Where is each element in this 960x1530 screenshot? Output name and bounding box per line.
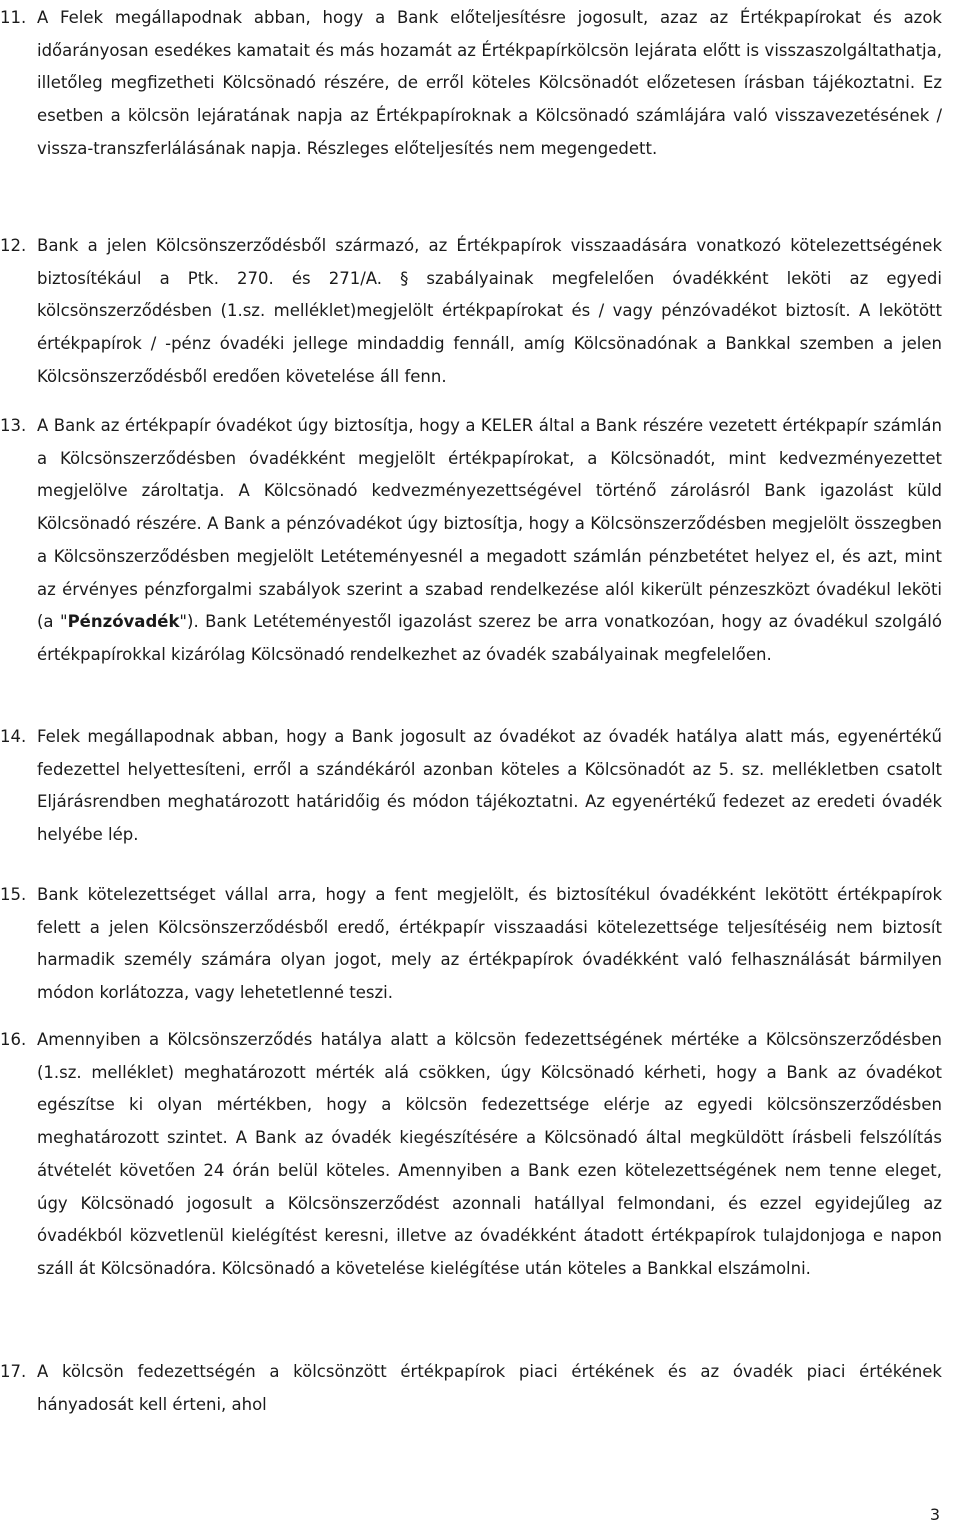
paragraph-number: 11. bbox=[0, 8, 27, 27]
paragraph-text-part: "). Bank Letéteményestől igazolást szerez be arra vonatkozóan, hogy az óvadékul szolgáló értékpapírokkal kizárólag Kölcsönadó rendelkezhet az óvadék szabályainak megfelelően. bbox=[37, 612, 942, 664]
paragraph-number: 16. bbox=[0, 1030, 27, 1049]
paragraph-number: 12. bbox=[0, 236, 27, 255]
paragraph-number: 17. bbox=[0, 1362, 27, 1381]
bold-term: Pénzóvadék bbox=[67, 612, 180, 632]
paragraph-17 bbox=[0, 1356, 942, 1421]
paragraph-11 bbox=[0, 2, 942, 166]
paragraph-text bbox=[37, 410, 942, 672]
paragraph-number: 14. bbox=[0, 727, 27, 746]
page-number: 3 bbox=[929, 1505, 940, 1524]
paragraph-number: 15. bbox=[0, 885, 27, 904]
paragraph-12 bbox=[0, 230, 942, 394]
paragraph-15 bbox=[0, 879, 942, 1010]
paragraph-text-part: A Bank az értékpapír óvadékot úgy biztosítja, hogy a KELER által a Bank részére vezetett értékpapír számlán a Kölcsönszerződésben óvadékként megjelölt értékpapírokat, a Kölcsönadót, mint kedvezményezettet megjelölve zároltatja. A Kölcsönadó kedvezményezettségével történő zárolásról Bank igazolást küld Kölcsönadó részére. A Bank a pénzóvadékot úgy biztosítja, hogy a Kölcsönszerződésben megjelölt összegben a Kölcsönszerződésben megjelölt Letéteményesnél a megadott számlán pénzbetétet helyez el, és azt, mint az érvényes pénzforgalmi szabályok szerint a szabad rendelkezése alól kikerült pénzeszközt óvadékul leköti (a " bbox=[37, 416, 942, 632]
paragraph-text: Bank kötelezettséget vállal arra, hogy a fent megjelölt, és biztosítékul óvadékként lekötött értékpapírok felett a jelen Kölcsönszerződésből eredő, értékpapír visszaadási kötelezettsége teljesítéséig nem biztosít harmadik személy számára olyan jogot, mely az értékpapírok óvadékként való felhasználását bármilyen módon korlátozza, vagy lehetetlenné teszi. bbox=[37, 885, 942, 1003]
paragraph-text: A kölcsön fedezettségén a kölcsönzött értékpapírok piaci értékének és az óvadék piaci értékének hányadosát kell érteni, ahol bbox=[37, 1362, 942, 1414]
paragraph-text: A Felek megállapodnak abban, hogy a Bank előteljesítésre jogosult, azaz az Értékpapírokat és azok időarányosan esedékes kamatait és más hozamát az Értékpapírkölcsön lejárata előtt is visszaszolgáltathatja, illetőleg megfizetheti Kölcsönadó részére, de erről köteles Kölcsönadót előzetesen írásban tájékoztatni. Ez esetben a kölcsön lejáratának napja az Értékpapíroknak a Kölcsönadó számlájára való visszavezetésének / vissza-transzferlálásának napja. Részleges előteljesítés nem megengedett. bbox=[37, 8, 942, 158]
paragraph-text: Bank a jelen Kölcsönszerződésből származó, az Értékpapírok visszaadására vonatkozó kötelezettségének biztosítékául a Ptk. 270. és 271/A. § szabályainak megfelelően óvadékként leköti az egyedi kölcsönszerződésben (1.sz. melléklet)megjelölt értékpapírokat és / vagy pénzóvadékot biztosít. A lekötött értékpapírok / -pénz óvadéki jellege mindaddig fennáll, amíg Kölcsönadónak a Bankkal szemben a jelen Kölcsönszerződésből eredően követelése áll fenn. bbox=[37, 236, 942, 386]
paragraph-13 bbox=[0, 410, 942, 672]
paragraph-text: Felek megállapodnak abban, hogy a Bank jogosult az óvadékot az óvadék hatálya alatt más, egyenértékű fedezettel helyettesíteni, erről a szándékáról azonban köteles a Kölcsönadót az 5. sz. mellékletben csatolt Eljárásrendben meghatározott határidőig és módon tájékoztatni. Az egyenértékű fedezet az eredeti óvadék helyébe lép. bbox=[37, 727, 942, 845]
paragraph-16 bbox=[0, 1024, 942, 1286]
paragraph-text: Amennyiben a Kölcsönszerződés hatálya alatt a kölcsön fedezettségének mértéke a Kölcsönszerződésben (1.sz. melléklet) meghatározott mérték alá csökken, úgy Kölcsönadó kérheti, hogy a Bank az óvadékot egészítse ki olyan mértékben, hogy a kölcsön fedezettsége elérje az egyedi kölcsönszerződésben meghatározott szintet. A Bank az óvadék kiegészítésére a Kölcsönadó által megküldött írásbeli felszólítás átvételét követően 24 órán belül köteles. Amennyiben a Bank ezen kötelezettségének nem tenne eleget, úgy Kölcsönadó jogosult a Kölcsönszerződést azonnali hatállyal felmondani, és ezzel egyidejűleg az óvadékból közvetlenül kielégítést keresni, illetve az óvadékként átadott értékpapírok tulajdonjoga e napon száll át Kölcsönadóra. Kölcsönadó a követelése kielégítése után köteles a Bankkal elszámolni. bbox=[37, 1030, 942, 1278]
paragraph-number: 13. bbox=[0, 416, 27, 435]
paragraph-14 bbox=[0, 721, 942, 852]
